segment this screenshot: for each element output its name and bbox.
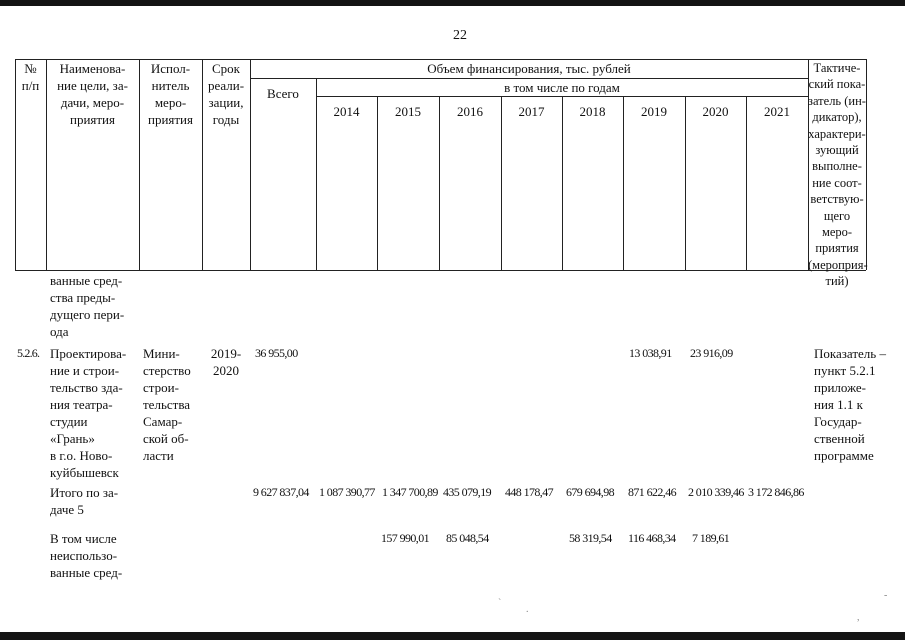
row-executor: Мини- стерство строи- тельства Самар- ской об- ласти (143, 346, 191, 463)
itogo-2020: 2 010 339,46 (688, 485, 744, 499)
scan-speck: - (884, 590, 888, 601)
page-number: 22 (453, 28, 467, 43)
scan-speck: . (526, 604, 529, 615)
header-by-years: в том числе по годам (504, 80, 620, 95)
header-executor: Испол- нитель меро- приятия (147, 61, 193, 127)
row-number: 5.2.6. (17, 346, 40, 360)
vtom-name: В том числе неиспользо- ванные сред- (50, 531, 123, 580)
year-header: 2017 (518, 104, 545, 119)
itogo-2019: 871 622,46 (628, 485, 677, 499)
vtom-2019: 116 468,34 (628, 531, 676, 545)
year-header: 2016 (457, 104, 483, 119)
header-term: Срок реали- зации, годы (207, 61, 245, 127)
itogo-2015: 1 347 700,89 (382, 485, 438, 499)
row-total: 36 955,00 (255, 346, 298, 360)
itogo-name: Итого по за- даче 5 (50, 485, 119, 517)
row-term: 2019- 2020 (210, 346, 242, 378)
row-2019: 13 038,91 (629, 346, 672, 360)
scan-speck: , (857, 612, 860, 623)
itogo-2014: 1 087 390,77 (319, 485, 375, 499)
vtom-2018: 58 319,54 (569, 531, 612, 545)
row-name: Проектирова- ние и строи- тельство зда- ния театра- студии «Грань» в г.о. Ново- куйбышевск (50, 346, 127, 480)
vtom-2020: 7 189,61 (692, 531, 730, 545)
scan-speck: ` (498, 598, 502, 609)
row-indicator: Показатель – пункт 5.2.1 приложе- ния 1.1 к Государ- ственной программе (814, 346, 886, 463)
vtom-2016: 85 048,54 (446, 531, 489, 545)
row-2020: 23 916,09 (690, 346, 733, 360)
year-header: 2018 (579, 104, 606, 119)
year-header: 2020 (702, 104, 729, 119)
header-indicator: Тактиче- ский пока- затель (ин- дикатор), характери- зующий выполне- ние соот- ветствую- щего меро- приятия (мероприя- тий) (808, 61, 868, 289)
header-num: № п/п (21, 61, 40, 93)
vtom-2015: 157 990,01 (381, 531, 430, 545)
top-border (0, 0, 905, 6)
year-header: 2021 (764, 104, 790, 119)
bottom-border (0, 632, 905, 640)
year-header: 2019 (641, 104, 667, 119)
itogo-total: 9 627 837,04 (253, 485, 309, 499)
itogo-2021: 3 172 846,86 (748, 485, 804, 499)
itogo-2018: 679 694,98 (566, 485, 615, 499)
header-funding: Объем финансирования, тыс. рублей (427, 61, 631, 76)
itogo-2017: 448 178,47 (505, 485, 554, 499)
header-name: Наименова- ние цели, за- дачи, меро- приятия (57, 61, 128, 127)
continuation-name: ванные сред- ства преды- дущего пери- ода (50, 273, 125, 339)
itogo-2016: 435 079,19 (443, 485, 492, 499)
year-header: 2014 (333, 104, 360, 119)
header-total: Всего (267, 86, 299, 101)
year-header: 2015 (395, 104, 421, 119)
